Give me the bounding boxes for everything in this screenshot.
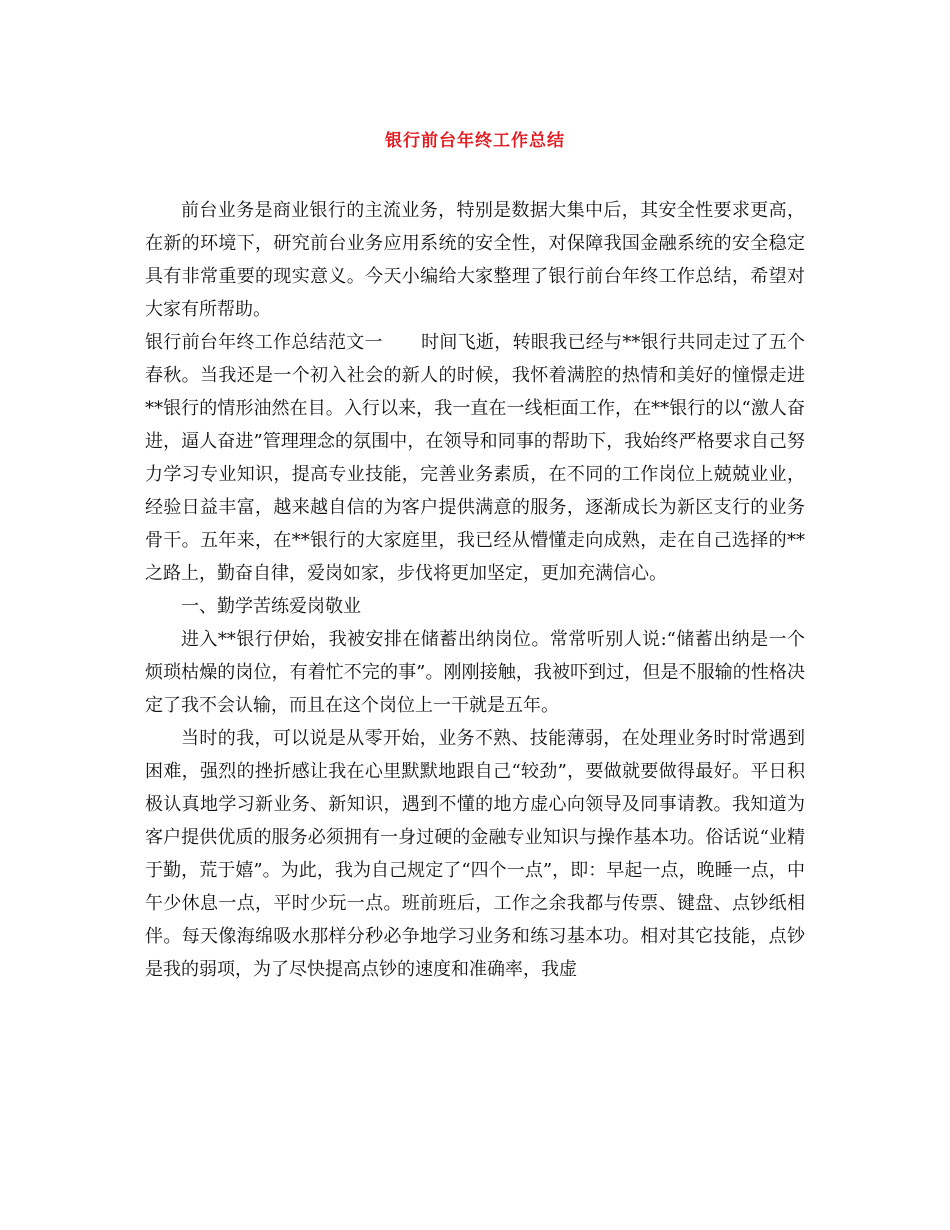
document-title: 银行前台年终工作总结 <box>385 131 565 151</box>
document-body <box>145 194 805 986</box>
sample-paragraph <box>145 326 805 590</box>
sample-label: 银行前台年终工作总结范文一 <box>145 332 383 353</box>
intro-paragraph: 前台业务是商业银行的主流业务，特别是数据大集中后，其安全性要求更高，在新的环境下，研究前台业务应用系统的安全性，对保障我国金融系统的安全稳定具有非常重要的现实意义。今天小编给大家整理了银行前台年终工作总结，希望对大家有所帮助。 <box>145 200 805 320</box>
body-paragraph-2: 当时的我，可以说是从零开始，业务不熟、技能薄弱，在处理业务时时常遇到困难，强烈的挫折感让我在心里默默地跟自己“较劲”，要做就要做得最好。平日积极认真地学习新业务、新知识，遇到不懂的地方虚心向领导及同事请教。我知道为客户提供优质的服务必须拥有一身过硬的金融专业知识与操作基本功。俗话说“业精于勤，荒于嬉”。为此，我为自己规定了“四个一点”，即：早起一点，晚睡一点，中午少休息一点，平时少玩一点。班前班后，工作之余我都与传票、键盘、点钞纸相伴。每天像海绵吸水那样分秒必争地学习业务和练习基本功。相对其它技能，点钞是我的弱项，为了尽快提高点钞的速度和准确率，我虚 <box>145 728 805 980</box>
section-heading: 一、勤学苦练爱岗敬业 <box>181 596 361 617</box>
sample-text: 时间飞逝，转眼我已经与**银行共同走过了五个春秋。当我还是一个初入社会的新人的时候，我怀着满腔的热情和美好的憧憬走进**银行的情形油然在目。入行以来，我一直在一线柜面工作，在**银行的以“激人奋进，逼人奋进”管理理念的氛围中，在领导和同事的帮助下，我始终严格要求自己努力学习专业知识，提高专业技能，完善业务素质，在不同的工作岗位上兢兢业业，经验日益丰富，越来越自信的为客户提供满意的服务，逐渐成长为新区支行的业务骨干。五年来，在**银行的大家庭里，我已经从懵懂走向成熟，走在自己选择的**之路上，勤奋自律，爱岗如家，步伐将更加坚定，更加充满信心。 <box>145 332 806 584</box>
body-paragraph-1: 进入**银行伊始，我被安排在储蓄出纳岗位。常常听别人说:“储蓄出纳是一个烦琐枯燥的岗位，有着忙不完的事”。刚刚接触，我被吓到过，但是不服输的性格决定了我不会认输，而且在这个岗位上一干就是五年。 <box>145 629 805 716</box>
